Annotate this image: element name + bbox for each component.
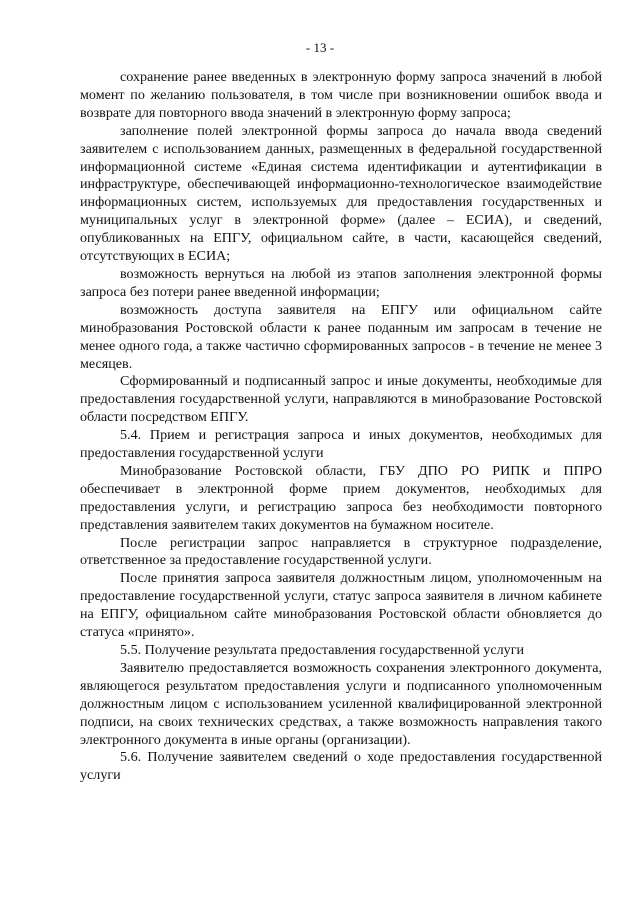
paragraph-electronic-reception: Минобразование Ростовской области, ГБУ ДПО РО РИПК и ППРО обеспечивает в электронной форме прием документов, необходимых для предоставления услуги, и регистрацию запроса без необходимости повторного представления заявителем таких документов на бумажном носителе. (80, 462, 602, 533)
paragraph-save-result: Заявителю предоставляется возможность сохранения электронного документа, являющегося результатом предоставления услуги и подписанного уполномоченным должностным лицом с использованием усиленной квалифицированной электронной подписи, на своих технических средствах, а также возможность направления такого электронного документа в иные органы (организации). (80, 659, 602, 748)
paragraph-request-sent: Сформированный и подписанный запрос и иные документы, необходимые для предоставления государственной услуги, направляются в минобразование Ростовской области посредством ЕПГУ. (80, 373, 602, 426)
page-number: - 13 - (305, 40, 335, 55)
paragraph-access-requests: возможность доступа заявителя на ЕПГУ или официальном сайте минобразования Ростовской области к ранее поданным им запросам в течение не менее одного года, а также частично сформированных запросов - в течение не менее 3 месяцев. (80, 301, 602, 372)
paragraph-return-to-stage: возможность вернуться на любой из этапов заполнения электронной формы запроса без потери ранее введенной информации; (80, 265, 602, 300)
paragraph-status-accepted: После принятия запроса заявителя должностным лицом, уполномоченным на предоставление государственной услуги, статус запроса заявителя в личном кабинете на ЕПГУ, официальном сайте минобразования Ростовской области обновляется до статуса «принято». (80, 570, 602, 641)
section-heading-5-6: 5.6. Получение заявителем сведений о ходе предоставления государственной услуги (80, 749, 602, 784)
document-body (80, 69, 602, 785)
paragraph-after-registration: После регистрации запрос направляется в структурное подразделение, ответственное за предоставление государственной услуги. (80, 534, 602, 569)
section-heading-5-4: 5.4. Прием и регистрация запроса и иных документов, необходимых для предоставления государственной услуги (80, 427, 602, 462)
paragraph-save-values: сохранение ранее введенных в электронную форму запроса значений в любой момент по желанию пользователя, в том числе при возникновении ошибок ввода и возврате для повторного ввода значений в электронную форму запроса; (80, 69, 602, 121)
section-heading-5-5: 5.5. Получение результата предоставления государственной услуги (120, 642, 525, 658)
paragraph-fill-fields-esia: заполнение полей электронной формы запроса до начала ввода сведений заявителем с использованием данных, размещенных в федеральной государственной информационной системе «Единая система идентификации и аутентификации в инфраструктуре, обеспечивающей информационно-технологическое взаимодействие информационных систем, используемых для предоставления государственных и муниципальных услуг в электронной форме» (далее – ЕСИА), и сведений, опубликованных на ЕПГУ, официальном сайте, в части, касающейся сведений, отсутствующих в ЕСИА; (80, 122, 602, 265)
